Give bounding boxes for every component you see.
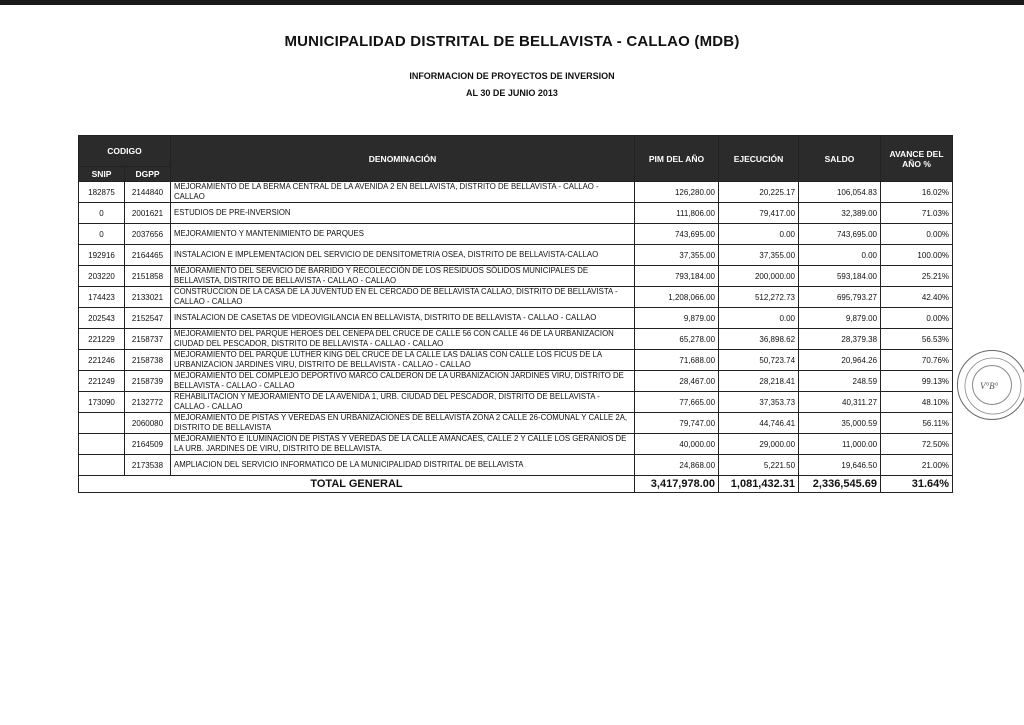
investment-projects-table [78, 135, 953, 493]
stamp-center-text: V°B° [980, 381, 999, 391]
cell-dgpp: 2152547 [125, 308, 171, 329]
table-row [79, 203, 953, 224]
cell-dgpp: 2060080 [125, 413, 171, 434]
cell-pim: 24,868.00 [635, 455, 719, 476]
cell-snip: 174423 [79, 287, 125, 308]
cell-snip: 203220 [79, 266, 125, 287]
cell-avance: 71.03% [881, 203, 953, 224]
cell-avance: 48.10% [881, 392, 953, 413]
cell-snip [79, 455, 125, 476]
cell-dgpp: 2133021 [125, 287, 171, 308]
cell-saldo: 9,879.00 [799, 308, 881, 329]
cell-ejecucion: 512,272.73 [719, 287, 799, 308]
header-pim: PIM DEL AÑO [635, 136, 719, 182]
cell-pim: 28,467.00 [635, 371, 719, 392]
cell-avance: 70.76% [881, 350, 953, 371]
cell-dgpp: 2001621 [125, 203, 171, 224]
cell-snip [79, 413, 125, 434]
table-row [79, 371, 953, 392]
table-row [79, 329, 953, 350]
cell-ejecucion: 28,218.41 [719, 371, 799, 392]
cell-ejecucion: 79,417.00 [719, 203, 799, 224]
table-row [79, 434, 953, 455]
table-row [79, 392, 953, 413]
cell-dgpp: 2144840 [125, 182, 171, 203]
header-denominacion: DENOMINACIÓN [171, 136, 635, 182]
cell-ejecucion: 20,225.17 [719, 182, 799, 203]
cell-saldo: 106,054.83 [799, 182, 881, 203]
header-dgpp: DGPP [125, 167, 171, 182]
cell-denominacion: MEJORAMIENTO DE LA BERMA CENTRAL DE LA AVENIDA 2 EN BELLAVISTA, DISTRITO DE BELLAVISTA - CALLAO - CALLAO [171, 182, 635, 203]
cell-snip: 0 [79, 203, 125, 224]
cell-pim: 1,208,066.00 [635, 287, 719, 308]
cell-denominacion: MEJORAMIENTO DEL COMPLEJO DEPORTIVO MARCO CALDERON DE LA URBANIZACION JARDINES VIRU, DISTRITO DE BELLAVISTA - CALLAO - CALLAO [171, 371, 635, 392]
total-label: TOTAL GENERAL [79, 476, 635, 493]
table-row [79, 350, 953, 371]
cell-saldo: 248.59 [799, 371, 881, 392]
cell-ejecucion: 200,000.00 [719, 266, 799, 287]
cell-ejecucion: 37,353.73 [719, 392, 799, 413]
cell-saldo: 28,379.38 [799, 329, 881, 350]
cell-snip: 202543 [79, 308, 125, 329]
cell-snip [79, 434, 125, 455]
cell-avance: 0.00% [881, 308, 953, 329]
cell-ejecucion: 50,723.74 [719, 350, 799, 371]
cell-saldo: 593,184.00 [799, 266, 881, 287]
cell-dgpp: 2158738 [125, 350, 171, 371]
cell-dgpp: 2037656 [125, 224, 171, 245]
cell-denominacion: AMPLIACION DEL SERVICIO INFORMATICO DE LA MUNICIPALIDAD DISTRITAL DE BELLAVISTA [171, 455, 635, 476]
cell-saldo: 20,964.26 [799, 350, 881, 371]
cell-avance: 0.00% [881, 224, 953, 245]
table-body [79, 182, 953, 476]
table-row [79, 224, 953, 245]
cell-snip: 192916 [79, 245, 125, 266]
cell-ejecucion: 5,221.50 [719, 455, 799, 476]
cell-avance: 25.21% [881, 266, 953, 287]
cell-saldo: 40,311.27 [799, 392, 881, 413]
cell-denominacion: INSTALACION E IMPLEMENTACION DEL SERVICIO DE DENSITOMETRIA OSEA, DISTRITO DE BELLAVISTA-CALLAO [171, 245, 635, 266]
cell-pim: 77,665.00 [635, 392, 719, 413]
cell-ejecucion: 0.00 [719, 224, 799, 245]
cell-pim: 40,000.00 [635, 434, 719, 455]
cell-dgpp: 2164509 [125, 434, 171, 455]
report-date: AL 30 DE JUNIO 2013 [466, 88, 558, 98]
cell-pim: 79,747.00 [635, 413, 719, 434]
cell-pim: 71,688.00 [635, 350, 719, 371]
cell-avance: 99.13% [881, 371, 953, 392]
table-row [79, 413, 953, 434]
cell-dgpp: 2173538 [125, 455, 171, 476]
cell-saldo: 35,000.59 [799, 413, 881, 434]
cell-avance: 100.00% [881, 245, 953, 266]
table-row [79, 182, 953, 203]
total-avance: 31.64% [881, 476, 953, 493]
total-ejecucion: 1,081,432.31 [719, 476, 799, 493]
cell-dgpp: 2158737 [125, 329, 171, 350]
cell-pim: 126,280.00 [635, 182, 719, 203]
cell-denominacion: ESTUDIOS DE PRE-INVERSION [171, 203, 635, 224]
cell-dgpp: 2132772 [125, 392, 171, 413]
cell-saldo: 695,793.27 [799, 287, 881, 308]
cell-pim: 9,879.00 [635, 308, 719, 329]
cell-pim: 743,695.00 [635, 224, 719, 245]
cell-snip: 221229 [79, 329, 125, 350]
cell-ejecucion: 36,898.62 [719, 329, 799, 350]
header-avance: AVANCE DEL AÑO % [881, 136, 953, 182]
cell-snip: 173090 [79, 392, 125, 413]
cell-ejecucion: 29,000.00 [719, 434, 799, 455]
cell-denominacion: CONSTRUCCION DE LA CASA DE LA JUVENTUD EN EL CERCADO DE BELLAVISTA CALLAO, DISTRITO DE BELLAVISTA - CALLAO - CALLAO [171, 287, 635, 308]
cell-denominacion: MEJORAMIENTO DE PISTAS Y VEREDAS EN URBANIZACIONES DE BELLAVISTA ZONA 2 CALLE 26-COMUNAL Y CALLE 2A, DISTRITO DE BELLAVISTA [171, 413, 635, 434]
cell-denominacion: MEJORAMIENTO DEL SERVICIO DE BARRIDO Y RECOLECCIÓN DE LOS RESIDUOS SÓLIDOS MUNICIPALES DE BELLAVISTA, DISTRITO DE BELLAVISTA - CALLAO - CALLAO [171, 266, 635, 287]
cell-snip: 182875 [79, 182, 125, 203]
cell-avance: 16.02% [881, 182, 953, 203]
table-row [79, 245, 953, 266]
cell-denominacion: MEJORAMIENTO DEL PARQUE LUTHER KING DEL CRUCE DE LA CALLE LAS DALIAS CON CALLE LOS FICUS DE LA URBANIZACION JARDINES VIRU, DISTRITO DE BELLAVISTA - CALLAO - CALLAO [171, 350, 635, 371]
cell-saldo: 32,389.00 [799, 203, 881, 224]
cell-snip: 221249 [79, 371, 125, 392]
cell-saldo: 0.00 [799, 245, 881, 266]
header-saldo: SALDO [799, 136, 881, 182]
cell-saldo: 19,646.50 [799, 455, 881, 476]
table-row [79, 266, 953, 287]
cell-dgpp: 2164465 [125, 245, 171, 266]
total-row [79, 476, 953, 493]
cell-avance: 56.11% [881, 413, 953, 434]
cell-denominacion: MEJORAMIENTO Y MANTENIMIENTO DE PARQUES [171, 224, 635, 245]
page-title: MUNICIPALIDAD DISTRITAL DE BELLAVISTA - CALLAO (MDB) [284, 33, 740, 50]
cell-denominacion: INSTALACION DE CASETAS DE VIDEOVIGILANCIA EN BELLAVISTA, DISTRITO DE BELLAVISTA - CALLAO - CALLAO [171, 308, 635, 329]
cell-saldo: 743,695.00 [799, 224, 881, 245]
cell-denominacion: MEJORAMIENTO E ILUMINACION DE PISTAS Y VEREDAS DE LA CALLE AMANCAES, CALLE 2 Y CALLE LOS GERANIOS DE LA URB. JARDINES DE VIRU, DISTRITO DE BELLAVISTA. [171, 434, 635, 455]
cell-pim: 37,355.00 [635, 245, 719, 266]
cell-denominacion: REHABILITACION Y MEJORAMIENTO DE LA AVENIDA 1, URB. CIUDAD DEL PESCADOR, DISTRITO DE BELLAVISTA - CALLAO - CALLAO [171, 392, 635, 413]
total-saldo: 2,336,545.69 [799, 476, 881, 493]
cell-pim: 793,184.00 [635, 266, 719, 287]
cell-dgpp: 2151858 [125, 266, 171, 287]
cell-dgpp: 2158739 [125, 371, 171, 392]
cell-saldo: 11,000.00 [799, 434, 881, 455]
header-ejecucion: EJECUCIÓN [719, 136, 799, 182]
report-subtitle: INFORMACION DE PROYECTOS DE INVERSION [409, 71, 615, 81]
header-codigo: CODIGO [79, 136, 171, 167]
cell-ejecucion: 37,355.00 [719, 245, 799, 266]
cell-avance: 56.53% [881, 329, 953, 350]
table-row [79, 455, 953, 476]
cell-ejecucion: 44,746.41 [719, 413, 799, 434]
cell-snip: 0 [79, 224, 125, 245]
table-row [79, 287, 953, 308]
cell-pim: 111,806.00 [635, 203, 719, 224]
top-border-line [0, 0, 1024, 5]
cell-snip: 221246 [79, 350, 125, 371]
cell-avance: 42.40% [881, 287, 953, 308]
header-snip: SNIP [79, 167, 125, 182]
cell-pim: 65,278.00 [635, 329, 719, 350]
table-row [79, 308, 953, 329]
total-pim: 3,417,978.00 [635, 476, 719, 493]
cell-avance: 72.50% [881, 434, 953, 455]
official-stamp [957, 350, 1024, 420]
cell-denominacion: MEJORAMIENTO DEL PARQUE HEROES DEL CENEPA DEL CRUCE DE CALLE 56 CON CALLE 46 DE LA URBANIZACION CIUDAD DEL PESCADOR, DISTRITO DE BELLAVISTA - CALLAO - CALLAO [171, 329, 635, 350]
cell-avance: 21.00% [881, 455, 953, 476]
cell-ejecucion: 0.00 [719, 308, 799, 329]
